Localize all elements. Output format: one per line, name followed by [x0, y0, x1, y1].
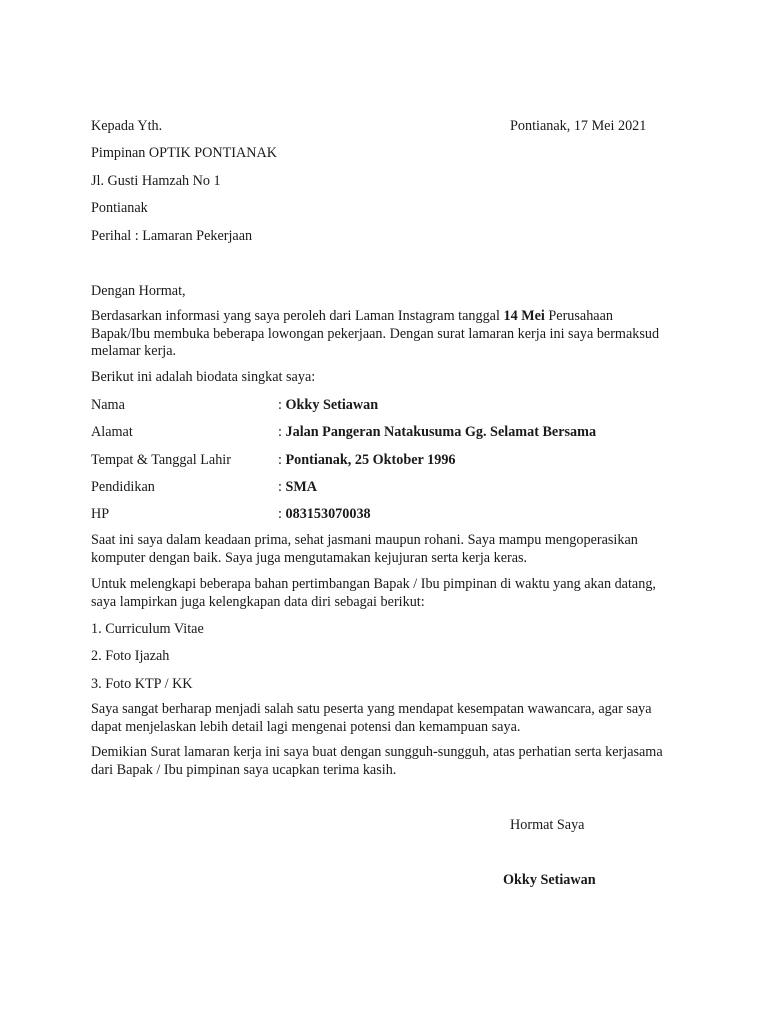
hope-paragraph: Saya sangat berharap menjadi salah satu peserta yang mendapat kesempatan wawancara, agar saya dapat menjelaskan lebih detail lagi mengenai potensi dan kemampuan saya.: [91, 701, 652, 735]
biodata-label: Alamat: [91, 424, 133, 440]
intro-line-3: melamar kerja.: [91, 343, 177, 359]
biodata-value: : Okky Setiawan: [278, 397, 379, 413]
biodata-value: : SMA: [278, 479, 318, 495]
attachments-intro-paragraph: Untuk melengkapi beberapa bahan pertimbangan Bapak / Ibu pimpinan di waktu yang akan datang, saya lampirkan juga kelengkapan data diri sebagai berikut:: [91, 576, 656, 610]
closing-paragraph: Demikian Surat lamaran kerja ini saya buat dengan sungguh-sungguh, atas perhatian serta kerjasama dari Bapak / Ibu pimpinan saya ucapkan terima kasih.: [91, 744, 663, 778]
place-date: Pontianak, 17 Mei 2021: [510, 118, 647, 134]
attachment-item: 3. Foto KTP / KK: [91, 676, 193, 692]
intro-line-1: Berdasarkan informasi yang saya peroleh dari Laman Instagram tanggal 14 Mei Perusahaan: [91, 308, 613, 324]
salutation: Dengan Hormat,: [91, 283, 186, 299]
biodata-label: Nama: [91, 397, 125, 413]
recipient-to: Kepada Yth.: [91, 118, 163, 134]
biodata-intro: Berikut ini adalah biodata singkat saya:: [91, 369, 316, 385]
attachment-item: 1. Curriculum Vitae: [91, 621, 204, 637]
closing-greeting: Hormat Saya: [510, 817, 585, 833]
condition-paragraph: Saat ini saya dalam keadaan prima, sehat jasmani maupun rohani. Saya mampu mengoperasikan komputer dengan baik. Saya juga mengutamakan kejujuran serta kerja keras.: [91, 532, 638, 566]
signature-name: Okky Setiawan: [503, 872, 596, 888]
biodata-value: : Jalan Pangeran Natakusuma Gg. Selamat Bersama: [278, 424, 597, 440]
biodata-label: Pendidikan: [91, 479, 155, 495]
biodata-value: : 083153070038: [278, 506, 371, 522]
recipient-city: Pontianak: [91, 200, 148, 216]
subject-line: Perihal : Lamaran Pekerjaan: [91, 228, 253, 244]
biodata-label: HP: [91, 506, 110, 522]
recipient-name: Pimpinan OPTIK PONTIANAK: [91, 145, 278, 161]
recipient-street: Jl. Gusti Hamzah No 1: [91, 173, 221, 189]
intro-date-bold: 14 Mei: [503, 308, 545, 324]
biodata-label: Tempat & Tanggal Lahir: [91, 452, 231, 468]
biodata-value: : Pontianak, 25 Oktober 1996: [278, 452, 456, 468]
intro-line-2: Bapak/Ibu membuka beberapa lowongan pekerjaan. Dengan surat lamaran kerja ini saya bermaksud: [91, 325, 660, 342]
intro-paragraph: [91, 308, 691, 361]
attachment-item: 2. Foto Ijazah: [91, 648, 170, 664]
